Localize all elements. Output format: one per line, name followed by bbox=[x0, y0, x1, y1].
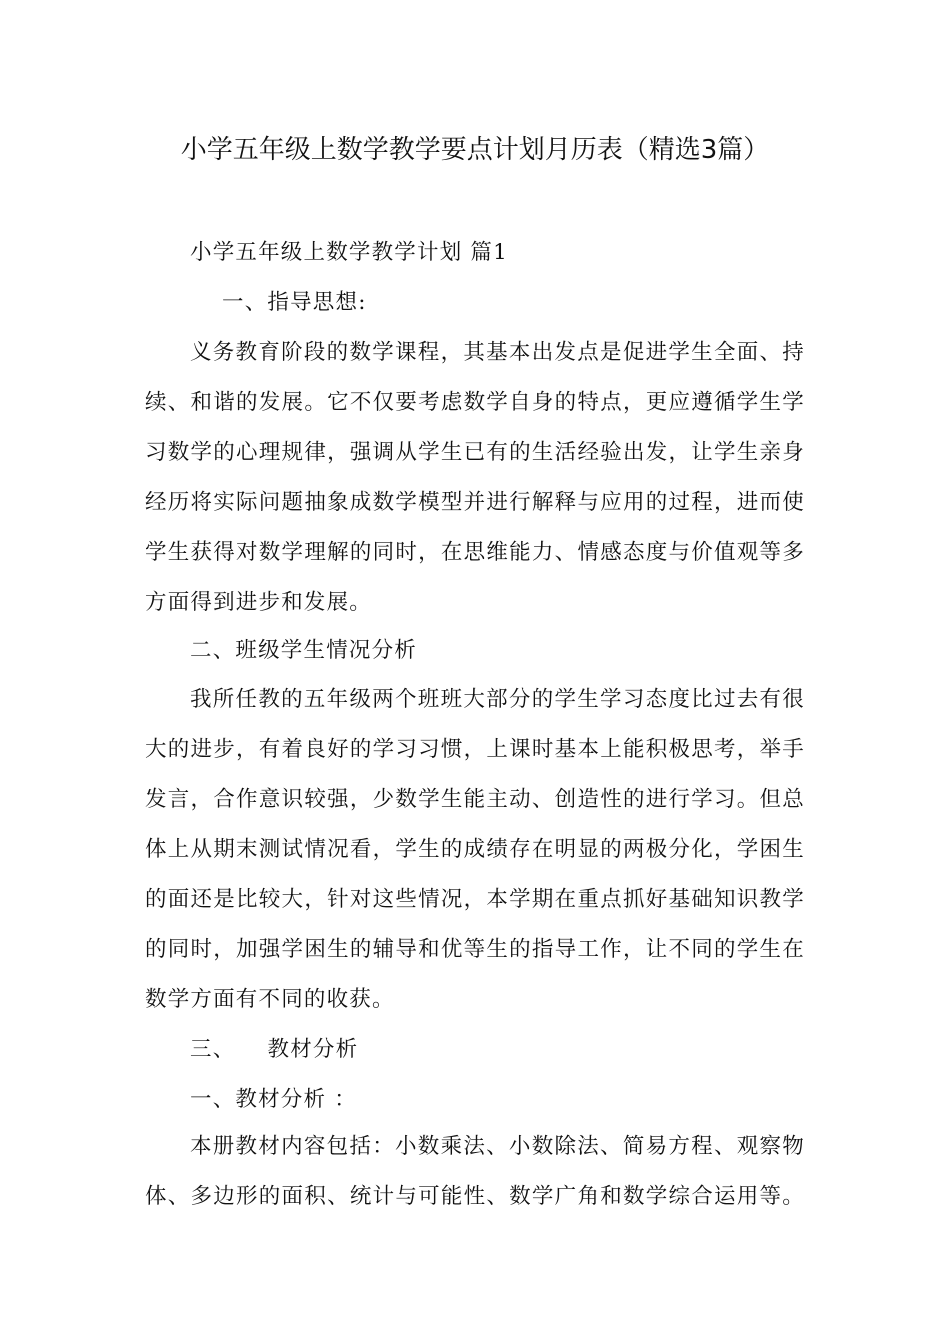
section-heading-guiding-thought: 一、指导思想: bbox=[222, 290, 367, 315]
paragraph-line: 我所任教的五年级两个班班大部分的学生学习态度比过去有很 bbox=[190, 687, 805, 712]
paragraph-line: 体上从期末测试情况看，学生的成绩存在明显的两极分化，学困生 bbox=[145, 837, 805, 862]
paragraph-line: 续、和谐的发展。它不仅要考虑数学自身的特点，更应遵循学生学 bbox=[145, 390, 805, 415]
paragraph-line: 本册教材内容包括：小数乘法、小数除法、简易方程、观察物 bbox=[190, 1134, 805, 1159]
section-heading-class-analysis: 二、班级学生情况分析 bbox=[190, 638, 418, 663]
paragraph-line: 义务教育阶段的数学课程，其基本出发点是促进学生全面、持 bbox=[190, 340, 805, 365]
paragraph-line: 大的进步，有着良好的学习习惯，上课时基本上能积极思考，举手 bbox=[145, 737, 805, 762]
section-heading-textbook-analysis: 三、 教材分析 bbox=[190, 1037, 359, 1062]
document-title: 小学五年级上数学教学要点计划月历表（精选3篇） bbox=[180, 135, 770, 165]
plan-subtitle: 小学五年级上数学教学计划 篇1 bbox=[190, 240, 509, 265]
paragraph-line: 习数学的心理规律，强调从学生已有的生活经验出发，让学生亲身 bbox=[145, 440, 805, 465]
subsection-heading-textbook-analysis: 一、教材分析 ： bbox=[190, 1087, 357, 1112]
paragraph-line: 的面还是比较大，针对这些情况，本学期在重点抓好基础知识教学 bbox=[145, 887, 805, 912]
paragraph-line: 经历将实际问题抽象成数学模型并进行解释与应用的过程，进而使 bbox=[145, 490, 805, 515]
paragraph-line: 数学方面有不同的收获。 bbox=[145, 987, 395, 1012]
paragraph-line: 的同时，加强学困生的辅导和优等生的指导工作，让不同的学生在 bbox=[145, 937, 805, 962]
paragraph-line: 学生获得对数学理解的同时，在思维能力、情感态度与价值观等多 bbox=[145, 540, 805, 565]
paragraph-line: 方面得到进步和发展。 bbox=[145, 590, 373, 615]
paragraph-line: 发言，合作意识较强，少数学生能主动、创造性的进行学习。但总 bbox=[145, 787, 805, 812]
paragraph-line: 体、多边形的面积、统计与可能性、数学广角和数学综合运用等。 bbox=[145, 1184, 805, 1209]
